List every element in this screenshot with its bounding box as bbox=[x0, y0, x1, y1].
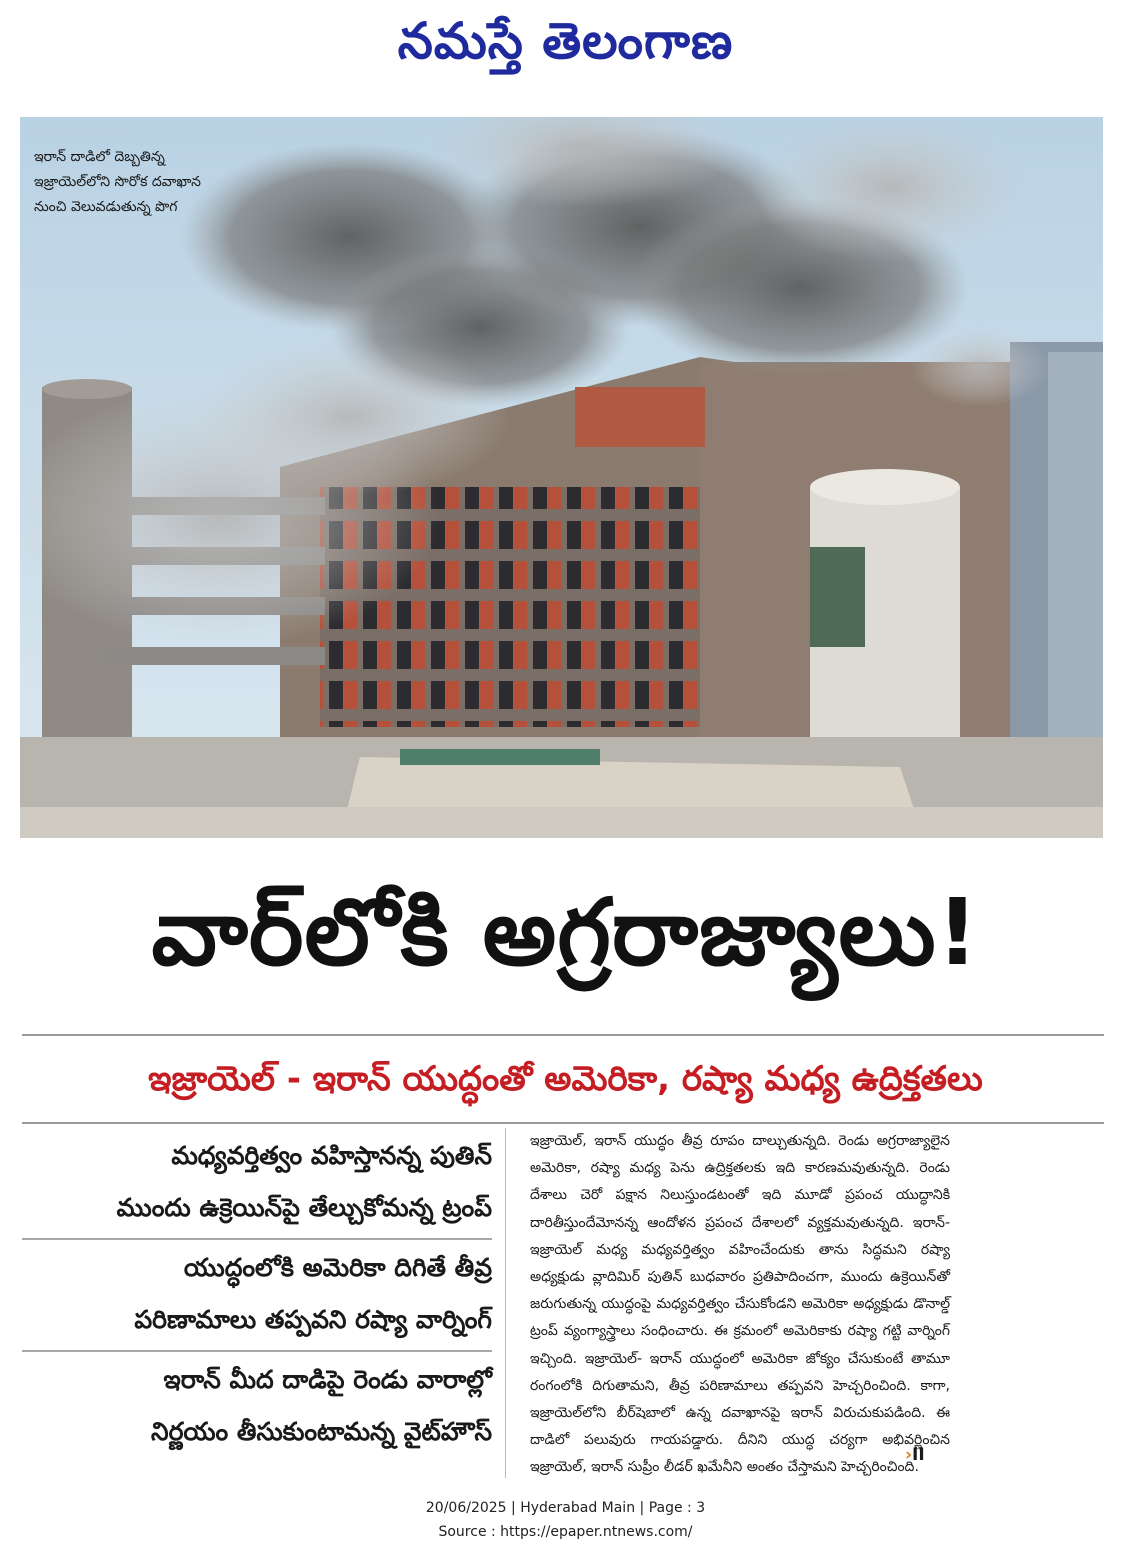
highlight-line: ముందు ఉక్రెయిన్‌పై తేల్చుకోమన్న ట్రంప్ bbox=[116, 1193, 492, 1222]
footer-source[interactable]: Source : https://epaper.ntnews.com/ bbox=[438, 1524, 693, 1540]
newspaper-masthead: నమస్తే తెలంగాణ bbox=[397, 12, 734, 70]
highlight-line: నిర్ణయం తీసుకుంటామన్న వైట్‌హౌస్ bbox=[151, 1417, 492, 1446]
highlight-item bbox=[22, 1128, 492, 1240]
continue-arrow-icon bbox=[905, 1445, 925, 1465]
divider bbox=[22, 1122, 1104, 1124]
continue-bars: II bbox=[912, 1445, 925, 1465]
column-divider bbox=[505, 1128, 506, 1478]
highlight-item bbox=[22, 1240, 492, 1352]
highlight-line: యుద్ధంలోకి అమెరికా దిగితే తీవ్ర bbox=[183, 1253, 492, 1282]
photo-caption-line: ఇజ్రాయెల్‌లోని సొరోక దవాఖాన bbox=[34, 174, 201, 190]
news-photo bbox=[20, 117, 1103, 838]
divider bbox=[22, 1034, 1104, 1036]
page-footer bbox=[0, 1496, 1131, 1544]
continue-arrow: › bbox=[905, 1445, 913, 1465]
photo-caption-line: నుంచి వెలువడుతున్న పొగ bbox=[34, 199, 178, 215]
photo-caption-line: ఇరాన్ దాడిలో దెబ్బతిన్న bbox=[34, 149, 165, 165]
highlight-line: పరిణామాలు తప్పవని రష్యా వార్నింగ్ bbox=[134, 1305, 492, 1334]
highlight-item bbox=[22, 1352, 492, 1462]
highlight-line: ఇరాన్ మీద దాడిపై రెండు వారాల్లో bbox=[163, 1365, 492, 1394]
photo-caption bbox=[34, 145, 284, 220]
hospital-smoke-illustration bbox=[20, 117, 1103, 838]
sub-headline: ఇజ్రాయెల్ - ఇరాన్ యుద్ధంతో అమెరికా, రష్యా మధ్య ఉద్రిక్తతలు bbox=[148, 1059, 983, 1099]
highlights-list bbox=[22, 1128, 492, 1462]
footer-edition: 20/06/2025 | Hyderabad Main | Page : 3 bbox=[425, 1500, 706, 1516]
story-body: ఇజ్రాయెల్, ఇరాన్ యుద్ధం తీవ్ర రూపం దాల్చుతున్నది. రెండు అగ్రరాజ్యాలైన అమెరికా, రష్యా మధ్య పెను ఉద్రిక్తతలకు ఇది కారణమవుతున్నది. రెండు దేశాలు చెరో పక్షాన నిలుస్తుండటంతో ఇది మూడో ప్రపంచ యుద్ధానికి దారితీస్తుందేమోనన్న ఆందోళన ప్రపంచ దేశాలలో వ్యక్తమవుతున్నది. ఇరాన్-ఇజ్రాయెల్ మధ్య మధ్యవర్తిత్వం వహించేందుకు తాను సిద్ధమని రష్యా అధ్యక్షుడు వ్లాదిమిర్ పుతిన్ బుధవారం ప్రతిపాదించగా, ముందు ఉక్రెయిన్‌తో జరుగుతున్న యుద్ధంపై మధ్యవర్తిత్వం చేసుకోండని అమెరికా అధ్యక్షుడు డొనాల్డ్ ట్రంప్ వ్యంగ్యాస్త్రాలు సంధించారు. ఈ క్రమంలో అమెరికాకు రష్యా గట్టి వార్నింగ్ ఇచ్చింది. ఇజ్రాయెల్- ఇరాన్ యుద్ధంలో అమెరికా జోక్యం చేసుకుంటే తామూ రంగంలోకి దిగుతామని, తీవ్ర పరిణామాలు తప్పవని హెచ్చరించింది. కాగా, ఇజ్రాయెల్‌లోని బీర్‌షెబాలో ఉన్న దవాఖానపై ఇరాన్ విరుచుకుపడింది. ఈ దాడిలో పలువురు గాయపడ్డారు. దీనిని యుద్ధ చర్యగా అభివర్ణించిన ఇజ్రాయెల్, ఇరాన్ సుప్రీం లీడర్ ఖమేనీని అంతం చేస్తామని హెచ్చరించింది. bbox=[530, 1133, 950, 1476]
highlight-line: మధ్యవర్తిత్వం వహిస్తానన్న పుతిన్ bbox=[171, 1141, 492, 1170]
main-headline: వార్‌లోకి అగ్రరాజ్యాలు! bbox=[151, 879, 980, 986]
